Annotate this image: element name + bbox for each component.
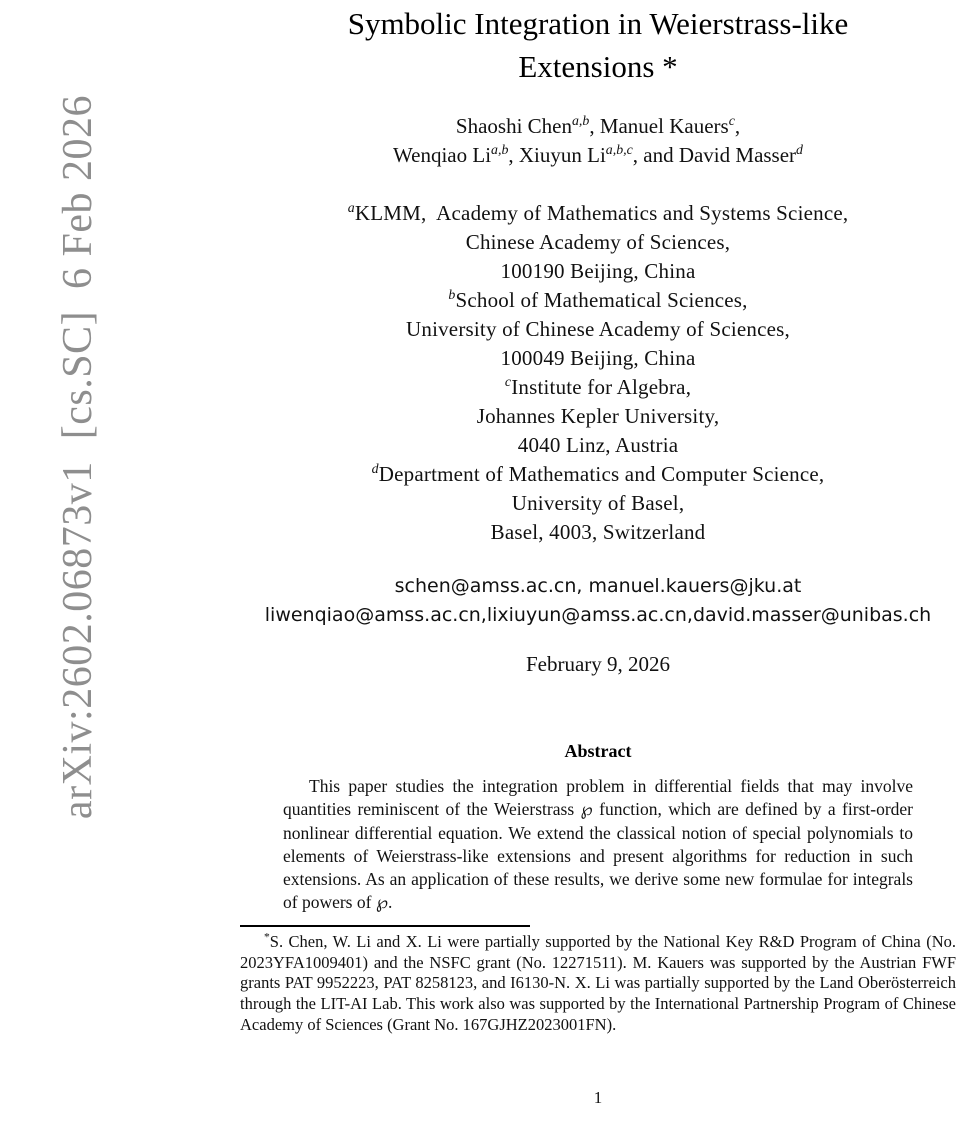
title-line-2: Extensions * <box>518 49 678 84</box>
affiliation-line: University of Chinese Academy of Sciences, <box>406 317 790 341</box>
page-number: 1 <box>593 1088 603 1107</box>
affiliation-line: Basel, 4003, Switzerland <box>490 520 706 544</box>
affiliation-line: $^a$KLMM, Academy of Mathematics and Systems Science, <box>347 200 849 225</box>
affiliation-line: 100190 Beijing, China <box>500 259 696 283</box>
affiliation-line: Chinese Academy of Sciences, <box>465 230 731 254</box>
abstract-text: This paper studies the integration problem in differential fields that may involve quantities reminiscent of the Weierstrass ℘ function, which are defined by a first-order nonlinear differential equation. We extend the classical notion of special polynomials to elements of Weierstrass-like extensions and present algorithms for reduction in such extensions. As an application of these results, we derive some new formulae for integrals of powers of ℘. <box>283 776 913 913</box>
footnote-rule <box>240 925 530 927</box>
affiliation-line: $^b$School of Mathematical Sciences, <box>448 287 748 312</box>
paper-title <box>240 0 956 88</box>
affiliation-line: $^c$Institute for Algebra, <box>504 374 692 399</box>
paper-date: February 9, 2026 <box>525 652 671 676</box>
author-list <box>240 112 956 170</box>
affiliation-line: University of Basel, <box>511 491 685 515</box>
arxiv-watermark <box>6 89 101 869</box>
author-line-1: Shaoshi Chen$^{a,b}$, Manuel Kauers$^c$, <box>455 113 741 138</box>
author-line-2: Wenqiao Li$^{a,b}$, Xiuyun Li$^{a,b,c}$, and David Masser$^d$ <box>393 142 803 167</box>
affiliation-line: $^d$Department of Mathematics and Computer Science, <box>371 461 825 486</box>
abstract-heading: Abstract <box>564 741 632 761</box>
affiliations <box>240 199 956 547</box>
affiliation-line: 100049 Beijing, China <box>500 346 696 370</box>
footnote-text: *S. Chen, W. Li and X. Li were partially supported by the National Key R&D Program of China (No. 2023YFA1009401) and the NSFC grant (No. 12271511). M. Kauers was supported by the Austrian FWF grants PAT 9952223, PAT 8258123, and I6130-N. X. Li was partially supported by the Land Oberösterreich through the LIT-AI Lab. This work also was supported by the International Partnership Program of Chinese Academy of Sciences (Grant No. 167GJHZ2023001FN). <box>240 931 956 1034</box>
email-line-2: liwenqiao@amss.ac.cn,lixiuyun@amss.ac.cn,david.masser@unibas.ch <box>264 604 932 626</box>
affiliation-line: Johannes Kepler University, <box>476 404 720 428</box>
affiliation-line: 4040 Linz, Austria <box>517 433 679 457</box>
paper-content <box>240 0 956 1121</box>
arxiv-watermark-text: arXiv:2602.06873v1 [cs.SC] 6 Feb 2026 <box>55 94 101 820</box>
title-line-1: Symbolic Integration in Weierstrass-like <box>347 6 849 41</box>
author-emails <box>240 572 956 630</box>
email-line-1: schen@amss.ac.cn, manuel.kauers@jku.at <box>394 575 802 597</box>
